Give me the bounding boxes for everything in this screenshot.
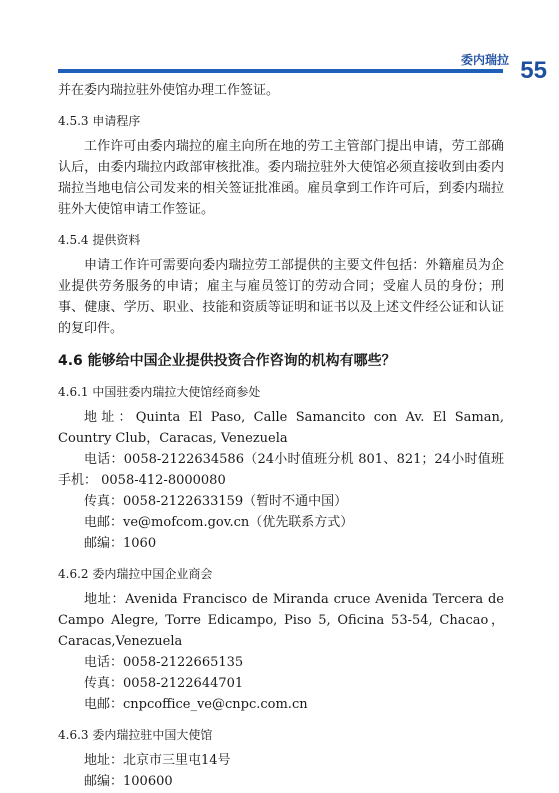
page-number: 55 <box>520 57 547 84</box>
section-heading-4-6-3: 4.6.3 委内瑞拉驻中国大使馆 <box>58 728 213 742</box>
venezuela-embassy-address: 地址：北京市三里屯14号 <box>84 753 231 768</box>
venezuela-embassy-postcode: 邮编：100600 <box>84 774 173 789</box>
chamber-email: 电邮：cnpcoffice_ve@cnpc.com.cn <box>84 697 308 712</box>
section-body-4-5-4: 申请工作许可需要向委内瑞拉劳工部提供的主要文件包括：外籍雇员为企业提供劳务服务的申请；雇主与雇员签订的劳动合同；受雇人员的身份；刑事、健康、学历、职业、技能和资质等证明和证书以及上述文件经公证和认证的复印件。 <box>58 258 504 336</box>
section-heading-4-5-4: 4.5.4 提供资料 <box>58 233 141 247</box>
section-heading-4-6-2: 4.6.2 委内瑞拉中国企业商会 <box>58 567 213 581</box>
chamber-phone: 电话：0058-2122665135 <box>84 655 244 670</box>
section-body-4-5-3: 工作许可由委内瑞拉的雇主向所在地的劳工主管部门提出申请，劳工部确认后，由委内瑞拉内政部审核批准。委内瑞拉驻外大使馆必须直接收到由委内瑞拉当地电信公司发来的相关签证批准函。雇员拿到工作许可后，到委内瑞拉驻外大使馆申请工作签证。 <box>58 139 504 217</box>
embassy-fax: 传真：0058-2122633159（暂时不通中国） <box>84 494 348 509</box>
section-heading-4-6-1: 4.6.1 中国驻委内瑞拉大使馆经商参处 <box>58 385 261 399</box>
embassy-address: 地址：Quinta El Paso, Calle Samancito con Av. El Saman, Country Club，Caracas, Venezuela <box>58 410 504 446</box>
page-content <box>58 80 504 792</box>
chamber-fax: 传真：0058-2122644701 <box>84 676 244 691</box>
running-header: 委内瑞拉 <box>460 53 509 67</box>
header-rule <box>58 69 503 73</box>
continuation-text: 并在委内瑞拉驻外使馆办理工作签证。 <box>58 83 280 98</box>
section-heading-4-5-3: 4.5.3 申请程序 <box>58 114 141 128</box>
embassy-postcode: 邮编：1060 <box>84 536 157 551</box>
embassy-phone: 电话：0058-2122634586（24小时值班分机 801、821；24小时值班手机： 0058-412-8000080 <box>58 452 504 488</box>
chamber-address: 地址：Avenida Francisco de Miranda cruce Avenida Tercera de Campo Alegre, Torre Edicampo, Piso 5, Oficina 53-54, Chacao，Caracas,Venezuela <box>58 592 504 649</box>
section-heading-4-6: 4.6 能够给中国企业提供投资合作咨询的机构有哪些？ <box>58 353 396 369</box>
embassy-email: 电邮：ve@mofcom.gov.cn（优先联系方式） <box>84 515 354 530</box>
